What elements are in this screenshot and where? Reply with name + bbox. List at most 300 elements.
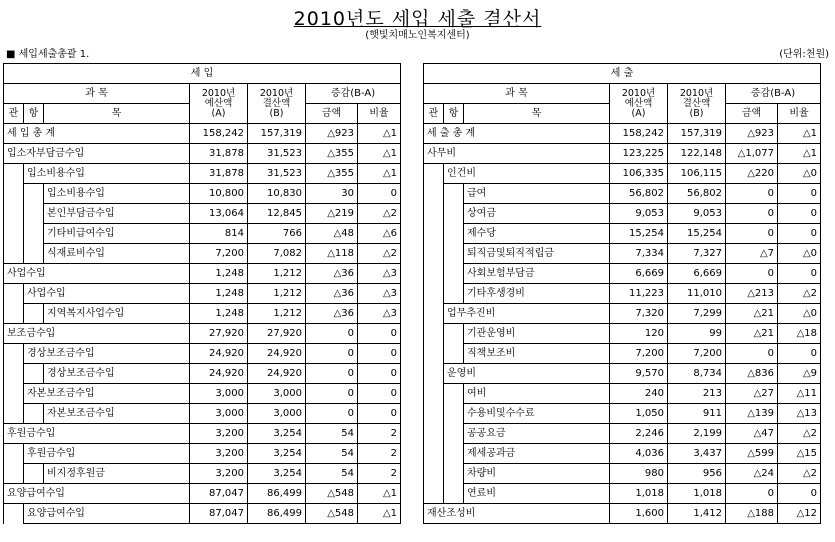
diff-cell: 30 [306, 184, 358, 204]
table-row [4, 484, 401, 504]
settle-cell: 10,830 [248, 184, 306, 204]
table-row [424, 204, 821, 224]
settle-cell: 1,212 [248, 304, 306, 324]
table-row [4, 504, 401, 524]
indent-cell [424, 184, 444, 204]
subject-name-cell: 급여 [464, 184, 610, 204]
mok-header: 목 [44, 104, 190, 124]
budget-cell: 4,036 [610, 444, 668, 464]
ratio-cell: △1 [778, 144, 821, 164]
ratio-cell: △18 [778, 324, 821, 344]
diff-cell: △118 [306, 244, 358, 264]
settle-cell: 157,319 [248, 124, 306, 144]
unit-label: (단위:천원) [779, 49, 829, 60]
subject-name-cell: 기관운영비 [464, 324, 610, 344]
ratio-cell: △13 [778, 404, 821, 424]
diff-cell: △21 [726, 324, 778, 344]
indent-cell [24, 464, 44, 484]
budget-cell: 24,920 [190, 364, 248, 384]
diff-cell: 0 [726, 484, 778, 504]
settle-cell: 1,412 [668, 504, 726, 524]
diff-cell: △188 [726, 504, 778, 524]
diff-cell: 0 [726, 184, 778, 204]
settle-cell: 3,000 [248, 404, 306, 424]
indent-cell [424, 384, 444, 404]
ratio-cell: △1 [358, 164, 401, 184]
diff-cell: △548 [306, 484, 358, 504]
budget-cell: 24,920 [190, 344, 248, 364]
table-row [4, 244, 401, 264]
table-row [4, 184, 401, 204]
indent-cell [24, 364, 44, 384]
budget-cell: 10,800 [190, 184, 248, 204]
indent-cell [4, 244, 24, 264]
indent-cell [424, 284, 444, 304]
indent-cell [424, 204, 444, 224]
subject-name-cell: 자본보조금수입 [24, 384, 190, 404]
expense-table [423, 63, 821, 524]
expense-side [423, 63, 821, 524]
diff-cell: △48 [306, 224, 358, 244]
budget-cell: 120 [610, 324, 668, 344]
settle-cell: 7,327 [668, 244, 726, 264]
settle-cell: 213 [668, 384, 726, 404]
settle-cell: 86,499 [248, 504, 306, 524]
ratio-cell: 0 [358, 324, 401, 344]
budget-cell: 3,000 [190, 384, 248, 404]
subject-name-cell: 경상보조금수입 [24, 344, 190, 364]
diff-cell: △36 [306, 264, 358, 284]
table-row [424, 284, 821, 304]
settle-cell: 31,523 [248, 164, 306, 184]
diff-cell: △923 [726, 124, 778, 144]
indent-cell [24, 244, 44, 264]
ratio-cell: △11 [778, 384, 821, 404]
diff-cell: △219 [306, 204, 358, 224]
budget-cell: 6,669 [610, 264, 668, 284]
settle-cell: 122,148 [668, 144, 726, 164]
settle-cell: 6,669 [668, 264, 726, 284]
budget-cell: 980 [610, 464, 668, 484]
indent-cell [4, 184, 24, 204]
amount-header: 금액 [306, 104, 358, 124]
subject-name-cell: 재산조성비 [424, 504, 610, 524]
indent-cell [4, 504, 24, 524]
indent-cell [4, 304, 24, 324]
income-table [3, 63, 401, 524]
expense-header: 세 출 [424, 64, 821, 84]
subject-name-cell: 제수당 [464, 224, 610, 244]
diff-cell: △24 [726, 464, 778, 484]
budget-cell: 3,000 [190, 404, 248, 424]
table-row [4, 464, 401, 484]
settle-cell: 3,254 [248, 444, 306, 464]
table-row [4, 324, 401, 344]
settle-cell: 7,299 [668, 304, 726, 324]
budget-cell: 3,200 [190, 424, 248, 444]
ratio-cell: △1 [778, 124, 821, 144]
ratio-cell: △1 [358, 484, 401, 504]
diff-cell: △213 [726, 284, 778, 304]
indent-cell [4, 364, 24, 384]
indent-cell [424, 444, 444, 464]
table-row [4, 204, 401, 224]
ratio-cell: △3 [358, 284, 401, 304]
diff-cell: △355 [306, 144, 358, 164]
table-row [424, 464, 821, 484]
subject-name-cell: 후원금수입 [4, 424, 190, 444]
ratio-cell: 0 [358, 404, 401, 424]
indent-cell [4, 164, 24, 184]
settle-cell: 8,734 [668, 364, 726, 384]
diff-cell: △47 [726, 424, 778, 444]
ratio-cell: 0 [358, 344, 401, 364]
indent-cell [4, 404, 24, 424]
indent-cell [444, 244, 464, 264]
subject-name-cell: 공공요금 [464, 424, 610, 444]
ratio-cell: 2 [358, 424, 401, 444]
indent-cell [424, 264, 444, 284]
subject-name-cell: 운영비 [444, 364, 610, 384]
table-row [424, 224, 821, 244]
budget-cell: 1,248 [190, 264, 248, 284]
settle-cell: 24,920 [248, 364, 306, 384]
ratio-cell: △0 [778, 244, 821, 264]
budget-cell: 87,047 [190, 504, 248, 524]
subject-name-cell: 비지정후원금 [44, 464, 190, 484]
budget-cell: 240 [610, 384, 668, 404]
indent-cell [24, 224, 44, 244]
table-row [424, 364, 821, 384]
diff-cell: △7 [726, 244, 778, 264]
ratio-cell: △1 [358, 124, 401, 144]
subject-name-cell: 수용비및수수료 [464, 404, 610, 424]
ratio-cell: 0 [778, 204, 821, 224]
budget-header: 2010년 예산액 (A) [610, 84, 668, 124]
table-row [4, 224, 401, 244]
ratio-header: 비율 [358, 104, 401, 124]
mok-header: 목 [464, 104, 610, 124]
diff-cell: △36 [306, 284, 358, 304]
budget-cell: 27,920 [190, 324, 248, 344]
subject-name-cell: 사무비 [424, 144, 610, 164]
indent-cell [444, 204, 464, 224]
diff-cell: 0 [306, 344, 358, 364]
diff-cell: 0 [306, 364, 358, 384]
diff-cell: 54 [306, 464, 358, 484]
indent-cell [4, 464, 24, 484]
ratio-cell: △2 [778, 424, 821, 444]
subject-header: 과 목 [424, 84, 610, 104]
settle-cell: 9,053 [668, 204, 726, 224]
diff-cell: △36 [306, 304, 358, 324]
budget-cell: 9,053 [610, 204, 668, 224]
table-row [424, 344, 821, 364]
subject-name-cell: 요양급여수입 [24, 504, 190, 524]
section-label: ■ 세입세출총괄 1. [6, 49, 90, 60]
settle-header: 2010년 결산액 (B) [248, 84, 306, 124]
table-row [424, 244, 821, 264]
diff-cell: △836 [726, 364, 778, 384]
diff-cell: △21 [726, 304, 778, 324]
indent-cell [444, 384, 464, 404]
budget-cell: 3,200 [190, 464, 248, 484]
indent-cell [444, 184, 464, 204]
budget-cell: 1,050 [610, 404, 668, 424]
indent-cell [444, 404, 464, 424]
diff-cell: △1,077 [726, 144, 778, 164]
budget-cell: 11,223 [610, 284, 668, 304]
table-row [424, 444, 821, 464]
ratio-cell: 0 [778, 224, 821, 244]
budget-header: 2010년 예산액 (A) [190, 84, 248, 124]
indent-cell [424, 424, 444, 444]
table-row [4, 364, 401, 384]
ratio-cell: 0 [778, 264, 821, 284]
budget-cell: 1,018 [610, 484, 668, 504]
subject-name-cell: 입소비용수입 [24, 164, 190, 184]
subject-name-cell: 식재료비수입 [44, 244, 190, 264]
indent-cell [4, 204, 24, 224]
ratio-cell: 0 [358, 184, 401, 204]
settle-cell: 3,437 [668, 444, 726, 464]
settle-cell: 3,254 [248, 464, 306, 484]
subject-name-cell: 직책보조비 [464, 344, 610, 364]
table-row [4, 424, 401, 444]
change-header: 증감(B-A) [726, 84, 821, 104]
subject-name-cell: 사회보험부담금 [464, 264, 610, 284]
diff-cell: 54 [306, 444, 358, 464]
income-side [3, 63, 401, 524]
diff-cell: 0 [726, 204, 778, 224]
settle-cell: 11,010 [668, 284, 726, 304]
settle-cell: 15,254 [668, 224, 726, 244]
indent-cell [444, 444, 464, 464]
page-subtitle: (햇빛치매노인복지센터) [365, 30, 470, 41]
indent-cell [444, 464, 464, 484]
ratio-cell: △2 [358, 204, 401, 224]
diff-cell: △355 [306, 164, 358, 184]
subject-name-cell: 퇴직금및퇴직적립금 [464, 244, 610, 264]
settle-cell: 99 [668, 324, 726, 344]
settle-cell: 3,000 [248, 384, 306, 404]
table-row [424, 124, 821, 144]
indent-cell [444, 264, 464, 284]
budget-cell: 2,246 [610, 424, 668, 444]
indent-cell [424, 364, 444, 384]
ratio-cell: 0 [358, 364, 401, 384]
table-row [424, 384, 821, 404]
diff-cell: 0 [726, 224, 778, 244]
indent-cell [424, 344, 444, 364]
subject-name-cell: 자본보조금수입 [44, 404, 190, 424]
settle-cell: 911 [668, 404, 726, 424]
ratio-cell: △0 [778, 304, 821, 324]
table-row [4, 384, 401, 404]
settle-header: 2010년 결산액 (B) [668, 84, 726, 124]
subject-name-cell: 입소자부담금수입 [4, 144, 190, 164]
ratio-cell: △2 [778, 464, 821, 484]
budget-cell: 87,047 [190, 484, 248, 504]
diff-cell: 0 [726, 264, 778, 284]
indent-cell [4, 444, 24, 464]
settle-cell: 7,200 [668, 344, 726, 364]
indent-cell [444, 324, 464, 344]
table-row [4, 344, 401, 364]
budget-cell: 13,064 [190, 204, 248, 224]
budget-cell: 814 [190, 224, 248, 244]
table-row [424, 144, 821, 164]
indent-cell [424, 464, 444, 484]
settle-cell: 7,082 [248, 244, 306, 264]
table-row [424, 164, 821, 184]
indent-cell [444, 484, 464, 504]
subject-name-cell: 연료비 [464, 484, 610, 504]
ratio-cell: △2 [778, 284, 821, 304]
ratio-cell: △15 [778, 444, 821, 464]
ratio-cell: 0 [778, 484, 821, 504]
settle-cell: 24,920 [248, 344, 306, 364]
ratio-cell: 0 [778, 344, 821, 364]
settle-cell: 27,920 [248, 324, 306, 344]
budget-cell: 158,242 [610, 124, 668, 144]
table-row [424, 324, 821, 344]
indent-cell [444, 344, 464, 364]
indent-cell [24, 404, 44, 424]
diff-cell: △27 [726, 384, 778, 404]
gwan-header: 관 [424, 104, 444, 124]
indent-cell [424, 484, 444, 504]
ratio-cell: 0 [358, 384, 401, 404]
table-row [4, 304, 401, 324]
gwan-header: 관 [4, 104, 24, 124]
settle-cell: 2,199 [668, 424, 726, 444]
indent-cell [444, 224, 464, 244]
subject-name-cell: 후원금수입 [24, 444, 190, 464]
indent-cell [4, 284, 24, 304]
subject-name-cell: 본인부담금수입 [44, 204, 190, 224]
subject-header: 과 목 [4, 84, 190, 104]
indent-cell [4, 224, 24, 244]
budget-cell: 31,878 [190, 144, 248, 164]
settle-cell: 1,212 [248, 264, 306, 284]
budget-cell: 7,320 [610, 304, 668, 324]
ratio-cell: 2 [358, 464, 401, 484]
settle-cell: 1,212 [248, 284, 306, 304]
budget-cell: 1,248 [190, 304, 248, 324]
ratio-cell: △2 [358, 244, 401, 264]
income-header: 세 입 [4, 64, 401, 84]
indent-cell [4, 344, 24, 364]
page-title: 2010년도 세입 세출 결산서 [293, 8, 542, 30]
subject-name-cell: 차량비 [464, 464, 610, 484]
ratio-cell: △12 [778, 504, 821, 524]
amount-header: 금액 [726, 104, 778, 124]
subject-name-cell: 지역복지사업수입 [44, 304, 190, 324]
budget-cell: 15,254 [610, 224, 668, 244]
settle-cell: 3,254 [248, 424, 306, 444]
table-row [4, 444, 401, 464]
budget-cell: 1,600 [610, 504, 668, 524]
diff-cell: 0 [726, 344, 778, 364]
ratio-cell: △3 [358, 304, 401, 324]
table-row [424, 304, 821, 324]
table-row [424, 264, 821, 284]
subject-name-cell: 여비 [464, 384, 610, 404]
indent-cell [24, 184, 44, 204]
settle-cell: 86,499 [248, 484, 306, 504]
ratio-cell: △9 [778, 364, 821, 384]
settle-cell: 56,802 [668, 184, 726, 204]
budget-cell: 31,878 [190, 164, 248, 184]
subject-name-cell: 경상보조금수입 [44, 364, 190, 384]
settle-cell: 106,115 [668, 164, 726, 184]
ratio-header: 비율 [778, 104, 821, 124]
table-row [424, 404, 821, 424]
diff-cell: 0 [306, 404, 358, 424]
subject-name-cell: 요양급여수입 [4, 484, 190, 504]
subject-name-cell: 업무추진비 [444, 304, 610, 324]
indent-cell [4, 384, 24, 404]
settle-cell: 956 [668, 464, 726, 484]
subject-name-cell: 입소비용수입 [44, 184, 190, 204]
indent-cell [424, 164, 444, 184]
ratio-cell: 0 [778, 184, 821, 204]
budget-cell: 123,225 [610, 144, 668, 164]
subject-name-cell: 사업수입 [24, 284, 190, 304]
table-row [4, 144, 401, 164]
budget-cell: 9,570 [610, 364, 668, 384]
hang-header: 항 [24, 104, 44, 124]
ratio-cell: 2 [358, 444, 401, 464]
ratio-cell: △1 [358, 144, 401, 164]
settle-cell: 31,523 [248, 144, 306, 164]
diff-cell: △139 [726, 404, 778, 424]
indent-cell [424, 244, 444, 264]
settle-cell: 766 [248, 224, 306, 244]
table-row [424, 504, 821, 524]
budget-cell: 1,248 [190, 284, 248, 304]
diff-cell: △548 [306, 504, 358, 524]
table-row [424, 184, 821, 204]
diff-cell: △599 [726, 444, 778, 464]
indent-cell [424, 404, 444, 424]
budget-cell: 158,242 [190, 124, 248, 144]
subject-name-cell: 기타비급여수입 [44, 224, 190, 244]
budget-cell: 7,200 [610, 344, 668, 364]
indent-cell [424, 224, 444, 244]
ratio-cell: △0 [778, 164, 821, 184]
subject-name-cell: 세 입 총 계 [4, 124, 190, 144]
subject-name-cell: 보조금수입 [4, 324, 190, 344]
settle-cell: 157,319 [668, 124, 726, 144]
subject-name-cell: 상여금 [464, 204, 610, 224]
diff-cell: 54 [306, 424, 358, 444]
ratio-cell: △3 [358, 264, 401, 284]
ratio-cell: △1 [358, 504, 401, 524]
diff-cell: 0 [306, 324, 358, 344]
diff-cell: △220 [726, 164, 778, 184]
ratio-cell: △6 [358, 224, 401, 244]
budget-cell: 7,200 [190, 244, 248, 264]
budget-cell: 7,334 [610, 244, 668, 264]
table-row [4, 124, 401, 144]
table-row [424, 424, 821, 444]
table-row [4, 264, 401, 284]
indent-cell [424, 324, 444, 344]
subject-name-cell: 세 출 총 계 [424, 124, 610, 144]
budget-cell: 3,200 [190, 444, 248, 464]
